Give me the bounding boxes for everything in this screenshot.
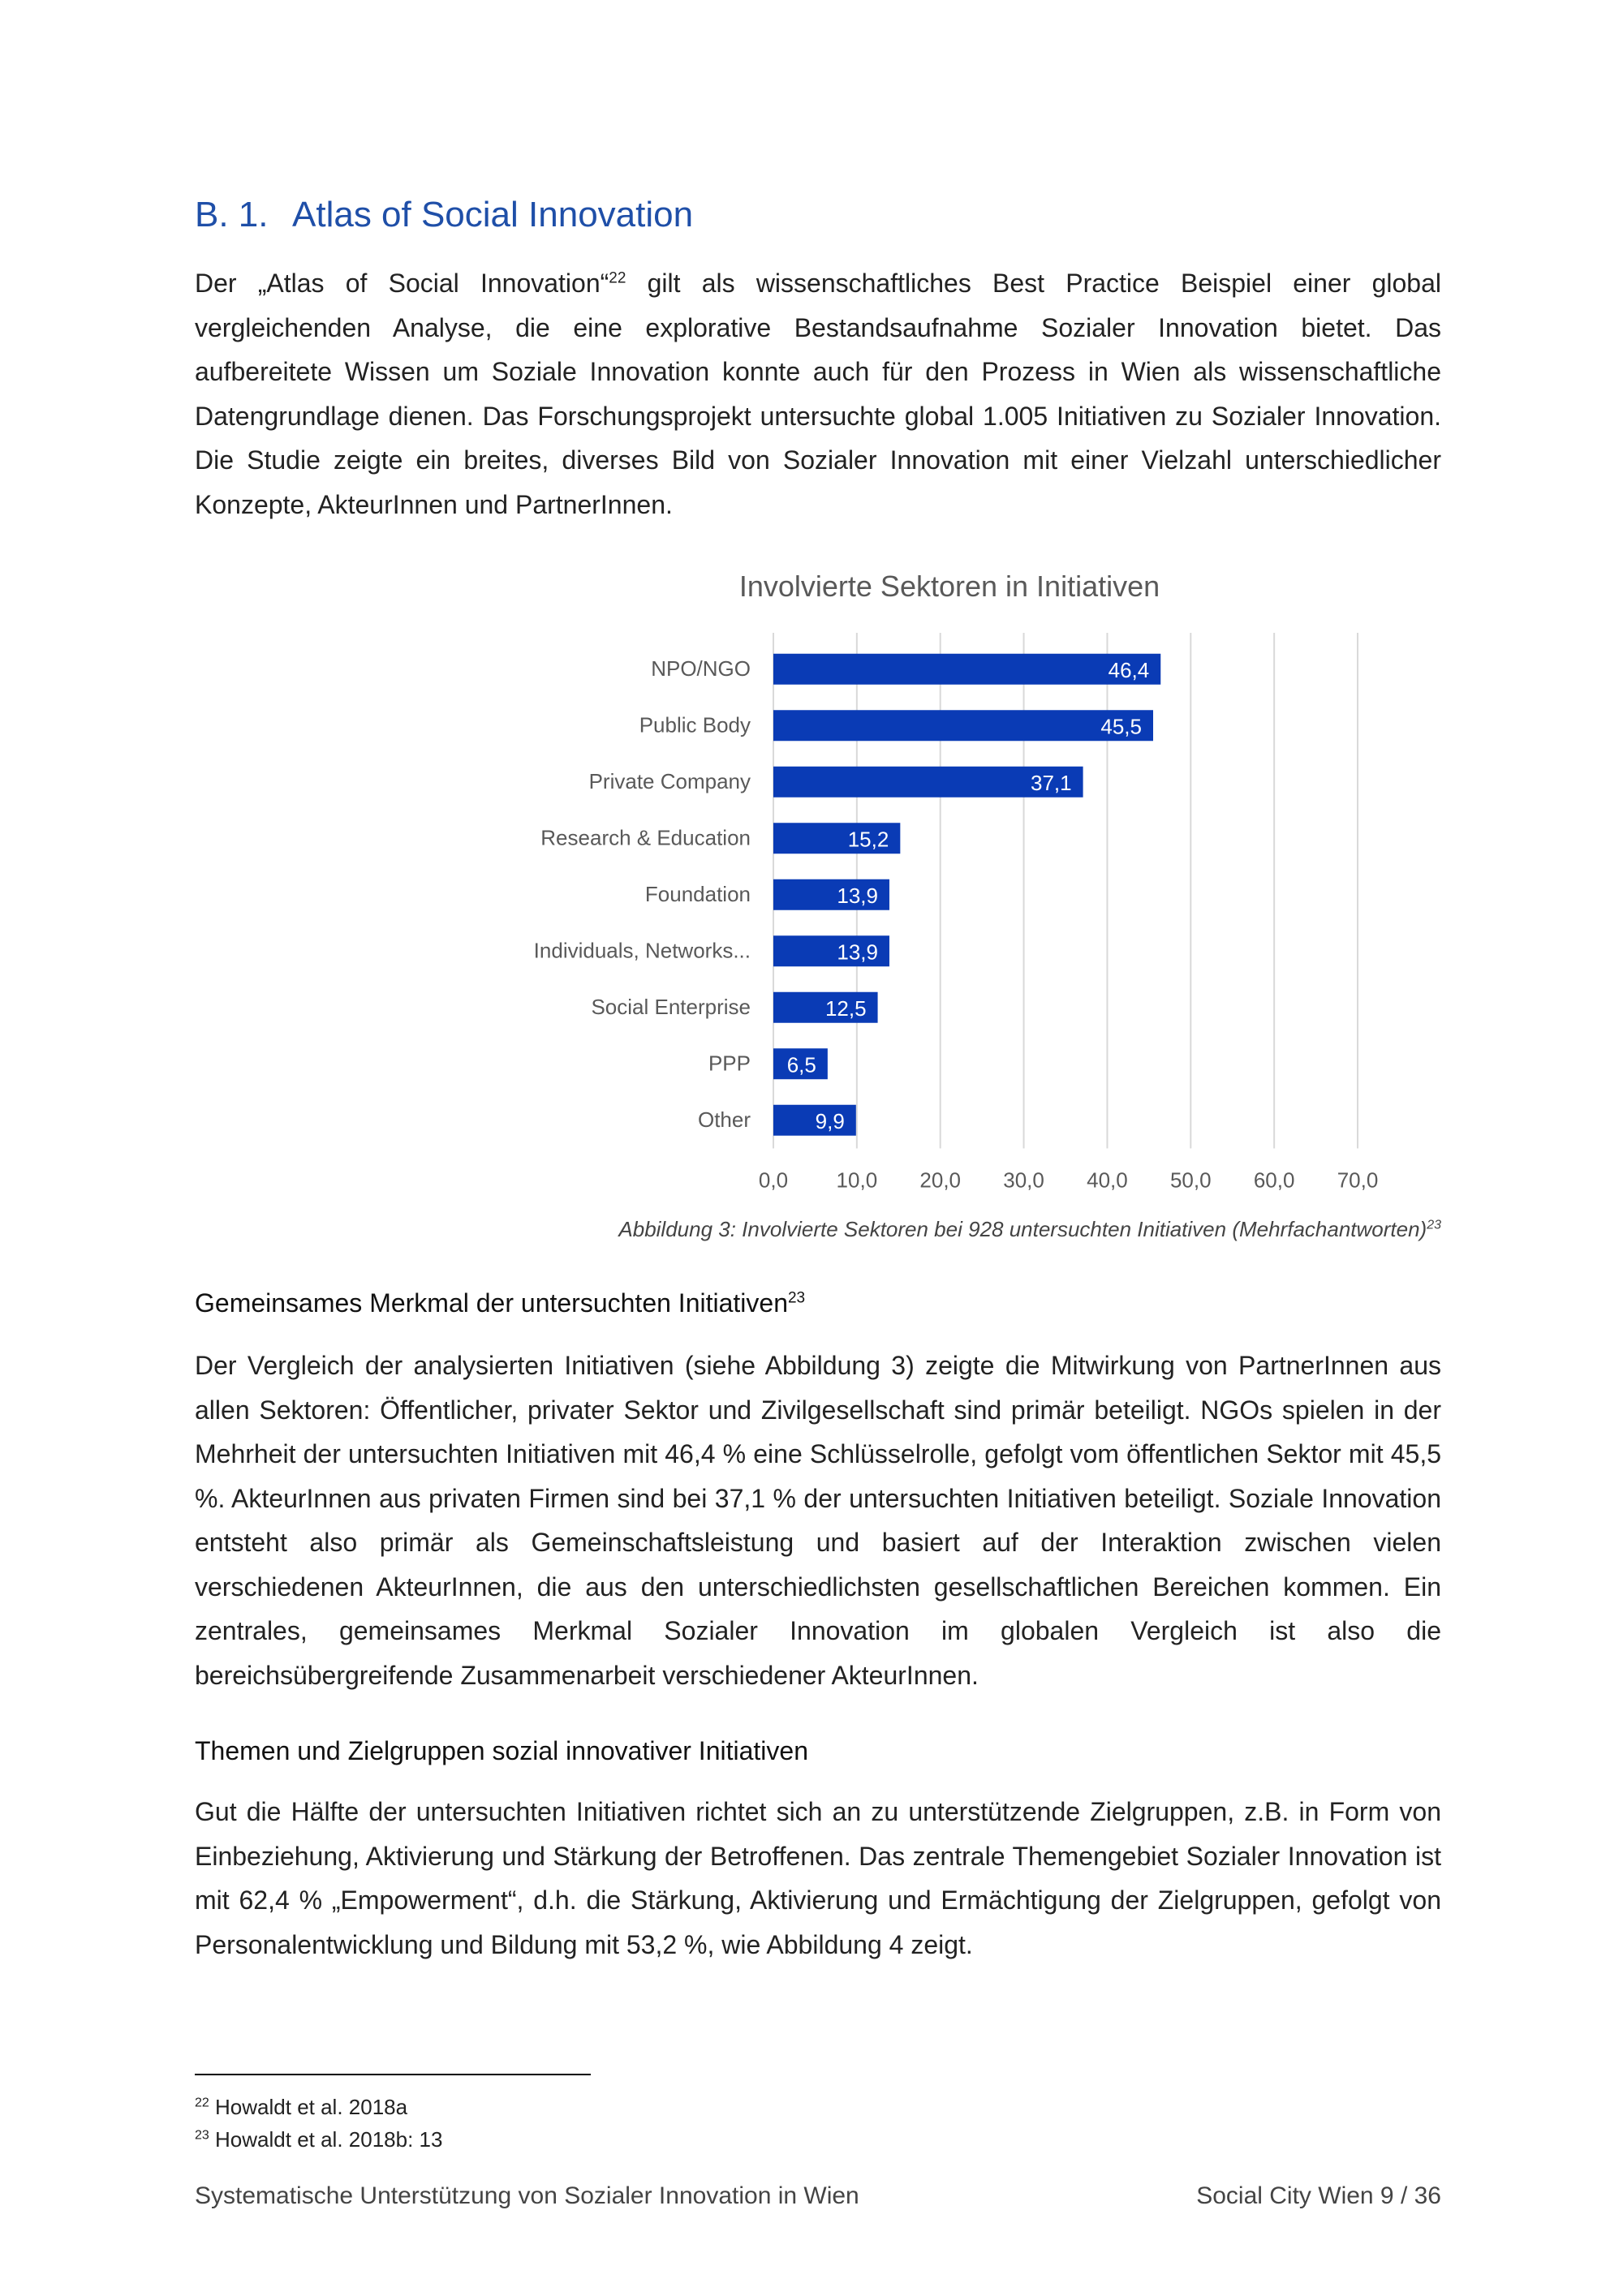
caption-text: Abbildung 3: Involvierte Sektoren bei 928 untersuchten Initiativen (Mehrfachantworten): [618, 1217, 1427, 1241]
section-title: [195, 195, 693, 235]
x-tick-label: 20,0: [919, 1167, 962, 1193]
bar: [773, 654, 1160, 685]
chart-category-labels: [534, 656, 751, 1132]
x-tick-label: 40,0: [1087, 1167, 1128, 1193]
intro-text-start: Der „Atlas of Social Innovation“: [195, 269, 609, 298]
subsection-paragraph-merkmal: Der Vergleich der analysierten Initiativen (siehe Abbildung 3) zeigte die Mitwirkung von PartnerInnen aus allen Sektoren: Öffentlicher, privater Sektor und Zivilgesellschaft sind primär beteiligt. NGOs spielen in der Mehrheit der untersuchten Initiativen mit 46,4 % eine Schlüsselrolle, gefolgt vom öffentlichen Sektor mit 45,5 %. AkteurInnen aus privaten Firmen sind bei 37,1 % der untersuchten Initiativen beteiligt. Soziale Innovation entsteht also primär als Gemeinschaftsleistung und basiert auf der Interaktion zwischen vielen verschiedenen AkteurInnen, die aus den unterschiedlichsten gesellschaftlichen Bereichen kommen. Ein zentrales, gemeinsames Merkmal Sozialer Innovation im globalen Vergleich ist also die bereichsübergreifende Zusammenarbeit verschiedener AkteurInnen.: [195, 1351, 1441, 1690]
caption-ref-23[interactable]: 23: [1427, 1218, 1441, 1232]
bar-value-label: 6,5: [786, 1052, 816, 1077]
footnote-number-22: 22: [195, 2096, 209, 2110]
footnote-number-23: 23: [195, 2128, 209, 2143]
intro-paragraph: [195, 261, 1441, 527]
section-number: B. 1.: [195, 195, 269, 234]
category-label: Private Company: [588, 768, 751, 793]
bar-value-label: 12,5: [824, 995, 867, 1021]
chart-x-axis: [759, 1168, 1378, 1193]
section-title-text: Atlas of Social Innovation: [292, 195, 694, 234]
bar-value-label: 13,9: [837, 939, 878, 965]
category-label: PPP: [708, 1051, 751, 1076]
footnote-text-23: Howaldt et al. 2018b: 13: [215, 2127, 443, 2152]
category-label: Social Enterprise: [591, 994, 751, 1019]
footnote-23: [195, 2127, 442, 2152]
x-tick-label: 60,0: [1253, 1167, 1295, 1193]
bar-value-label: 46,4: [1108, 657, 1150, 682]
bar-value-label: 45,5: [1100, 714, 1142, 739]
category-label: NPO/NGO: [651, 656, 751, 681]
chart-title: Involvierte Sektoren in Initiativen: [738, 570, 1160, 603]
x-tick-label: 50,0: [1169, 1167, 1212, 1193]
category-label: Individuals, Networks...: [533, 938, 751, 963]
footer-document-title: Systematische Unterstützung von Sozialer Innovation in Wien: [195, 2182, 859, 2209]
x-tick-label: 70,0: [1337, 1167, 1379, 1193]
category-label: Public Body: [639, 712, 751, 737]
footnote-separator: [195, 2074, 591, 2075]
bar-chart: [454, 560, 1412, 1201]
chart-bars: [773, 654, 1160, 1136]
footnote-text-22: Howaldt et al. 2018a: [215, 2095, 408, 2119]
subsection-heading-themen: Themen und Zielgruppen sozial innovativer Initiativen: [195, 1736, 808, 1765]
footnote-ref-22[interactable]: 22: [609, 269, 626, 287]
category-label: Research & Education: [540, 825, 751, 850]
subsection-heading-merkmal: [195, 1288, 805, 1318]
category-label: Foundation: [644, 881, 751, 906]
bar-value-label: 15,2: [847, 827, 889, 852]
bar-value-label: 13,9: [837, 883, 878, 908]
x-tick-label: 10,0: [836, 1167, 878, 1193]
intro-text-rest: gilt als wissenschaftliches Best Practice Beispiel einer global vergleichenden Analyse, die eine explorative Bestandsaufnahme Sozialer Innovation bietet. Das aufbereitete Wissen um Soziale Innovation konnte auch für den Prozess in Wien als wissenschaftliche Datengrundlage dienen. Das Forschungsprojekt untersuchte global 1.005 Initiativen zu Sozialer Innovation. Die Studie zeigte ein breites, diverses Bild von Sozialer Innovation mit einer Vielzahl unterschiedlicher Konzepte, AkteurInnen und PartnerInnen.: [195, 269, 1442, 519]
subsection-paragraph-themen: Gut die Hälfte der untersuchten Initiativen richtet sich an zu unterstützende Zielgruppen, z.B. in Form von Einbeziehung, Aktivierung und Stärkung der Betroffenen. Das zentrale Themengebiet Sozialer Innovation ist mit 62,4 % „Empowerment“, d.h. die Stärkung, Aktivierung und Ermächtigung der Zielgruppen, gefolgt von Personalentwicklung und Bildung mit 53,2 %, wie Abbildung 4 zeigt.: [195, 1797, 1441, 1959]
heading-ref-23[interactable]: 23: [787, 1289, 806, 1307]
bar-value-label: 37,1: [1030, 770, 1072, 795]
figure-caption: [618, 1217, 1441, 1242]
x-tick-label: 0,0: [758, 1167, 789, 1193]
x-tick-label: 30,0: [1003, 1167, 1044, 1193]
subsection-heading-merkmal-text: Gemeinsames Merkmal der untersuchten Initiativen: [195, 1288, 788, 1318]
bar-value-label: 9,9: [815, 1108, 845, 1133]
footnote-22: [195, 2095, 407, 2120]
footer-page-info: Social City Wien 9 / 36: [1196, 2182, 1441, 2209]
category-label: Other: [697, 1107, 751, 1132]
bar: [773, 710, 1153, 741]
